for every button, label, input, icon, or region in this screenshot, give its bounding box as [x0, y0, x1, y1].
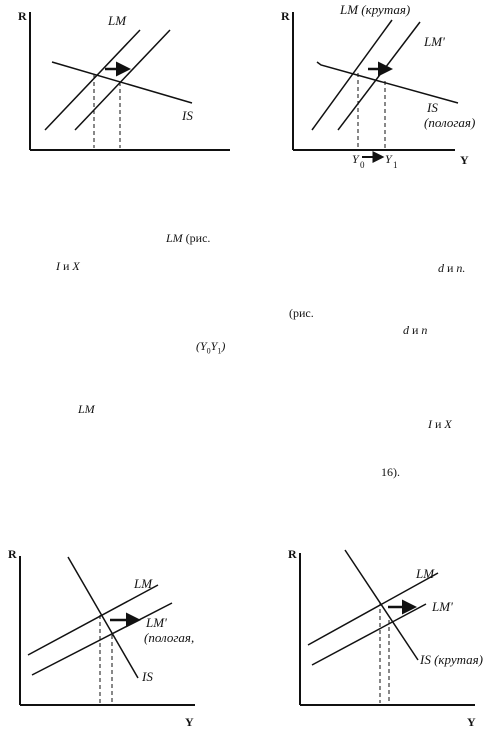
d2-y1-sub: 1: [393, 160, 398, 170]
d2-y0-sub: 0: [360, 160, 365, 170]
d2-x-axis-label: Y: [460, 153, 469, 167]
d2-y-axis-label: R: [281, 9, 290, 23]
d1-y-axis-label: R: [18, 9, 27, 23]
fragment-italic: I: [428, 417, 432, 431]
fragment-italic: LM: [78, 402, 95, 416]
text-fragment: [56, 259, 80, 274]
fragment-italic: LM: [166, 231, 183, 245]
d2-is-note: (пологая): [424, 115, 476, 130]
fragment-italic: d: [438, 261, 444, 275]
text-fragment: [381, 465, 400, 480]
d3-is-curve: [68, 557, 138, 678]
fragment-text: (рис.: [182, 231, 211, 245]
text-fragment: [166, 231, 210, 246]
text-fragment: [428, 417, 452, 432]
text-fragment: [403, 323, 427, 338]
d1-lm-curve: [45, 30, 140, 130]
d3-y-axis-label: R: [8, 547, 17, 561]
d4-lm-shift-label: LM': [432, 599, 453, 614]
fragment-italic: n.: [456, 261, 466, 275]
d2-y1-label: Y: [385, 152, 392, 166]
fragment-italic: X: [72, 259, 80, 273]
d1-is-label: IS: [182, 108, 193, 123]
d1-lm-label: LM: [108, 13, 127, 28]
fragment-text: и: [409, 323, 422, 337]
d2-lm-shift-label: LM': [424, 34, 445, 49]
fragment-italic: n: [421, 323, 428, 337]
fragment-italic: d: [403, 323, 409, 337]
d3-lm-shift-label: LM': [146, 615, 167, 630]
diagram-2: [281, 2, 475, 170]
text-fragment: [438, 261, 465, 276]
fragment-italic: Y: [210, 339, 218, 353]
text-fragment: [196, 339, 225, 355]
fragment-text: (рис.: [289, 306, 314, 320]
fragment-text: и: [432, 417, 445, 431]
fragment-text: и: [60, 259, 73, 273]
diagram-3: [8, 547, 195, 729]
fragment-text: ): [221, 339, 226, 353]
text-fragment: [78, 402, 95, 417]
fragment-text: и: [444, 261, 457, 275]
fragment-italic: (Y: [196, 339, 207, 353]
d4-is-curve: [345, 550, 418, 660]
d4-y-axis-label: R: [288, 547, 297, 561]
d4-lm-label: LM: [416, 566, 435, 581]
d2-is-label: IS: [427, 100, 438, 115]
text-fragment: [289, 306, 314, 321]
d3-lm-shift-note: (пологая,: [144, 630, 195, 645]
d3-lm-label: LM: [134, 576, 153, 591]
fragment-sub: 0: [206, 346, 211, 356]
d1-lm-shift-curve: [75, 30, 170, 130]
d3-x-axis-label: Y: [185, 715, 194, 729]
fragment-text: 16).: [381, 465, 400, 479]
d2-lm-label: LM (крутая): [340, 2, 411, 17]
d3-is-label: IS: [142, 669, 153, 684]
d4-lm-shift-curve: [312, 604, 426, 665]
fragment-italic: X: [444, 417, 452, 431]
d2-y0-label: Y: [352, 152, 359, 166]
d4-is-label: IS (крутая): [420, 652, 484, 667]
diagram-1: [18, 9, 230, 150]
diagram-4: [288, 547, 483, 729]
fragment-sub: 1: [217, 346, 222, 356]
d4-lm-curve: [308, 573, 438, 645]
fragment-italic: I: [56, 259, 60, 273]
d4-x-axis-label: Y: [467, 715, 476, 729]
